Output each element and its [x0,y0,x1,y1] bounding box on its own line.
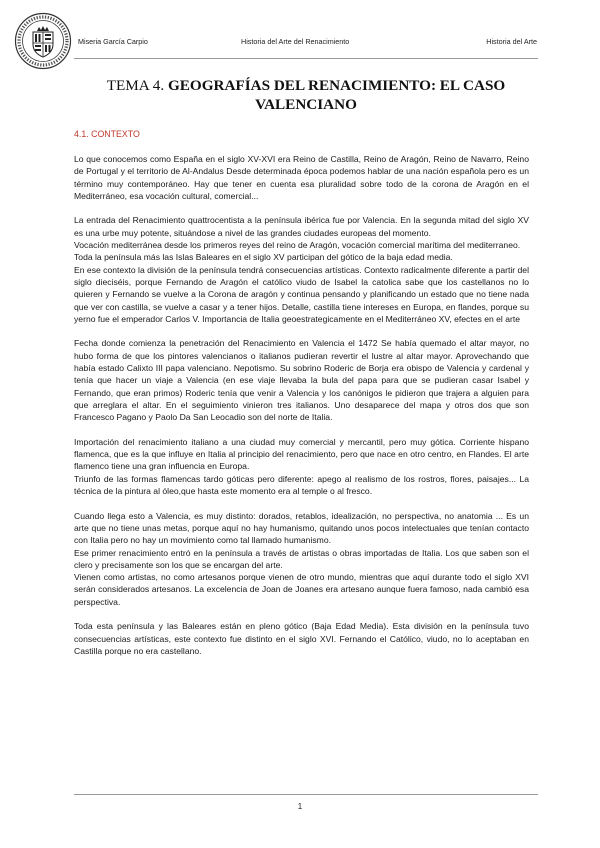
header-subject: Historia del Arte [486,37,537,46]
paragraph: Toda esta península y las Baleares están en pleno gótico (Baja Edad Media). Esta división en la península tuvo consecuencias artísticas, este contexto fue distinto en el siglo XVI. Fernando el Católico, viudo, no lo aceptaban en Castilla porque no era castellano. [74,621,529,656]
paragraph: En ese contexto la división de la península tendrá consecuencias artísticas. Contexto radicalmente diferente a partir del siglo dieciséis, porque Fernando de Aragón el católico viudo de Isabel la catolica sabe que los castellanos no lo quieren y Fernando se vuelve a la Corona de aragón y continua pensando y planificando un estado que no tiene nada que ver con castilla, se vuelve a casar y a tener hijos. Detalle, castilla tiene intereses en Europa, en flandes, porque su yerno fue el emperador Carlos V. Importancia de Italia geoestrategicamente en el Mediterráneo XV, efectes en el arte [74,264,529,324]
paragraph: Triunfo de las formas flamencas tardo góticas pero diferente: apego al realismo de los rostros, flores, paisajes... La técnica de la pintura al óleo,que hasta este momento era al temple o al fresco. [74,473,529,497]
paragraph: La entrada del Renacimiento quattrocentista a la península ibérica fue por Valencia. En la segunda mitad del siglo XV es una urbe muy potente, situándose a nivel de las grandes ciudades europeas del momento. [74,215,529,238]
title-main: GEOGRAFÍAS DEL RENACIMIENTO: EL CASO VALENCIANO [167,77,506,113]
paragraph: Ese primer renacimiento entró en la península a través de artistas o obras importadas de Italia. Los que saben son el clero y precisamente son los que se encargan del arte. [74,547,529,570]
header-course: Historia del Arte del Renacimiento [241,37,350,46]
paragraph: Vienen como artistas, no como artesanos porque vienen de otro mundo, mientras que aquí durante todo el siglo XVI serán considerados artesanos. La excelencia de Joan de Joanes era artesano aunque fuera famoso, nada cambió esa perspectiva. [74,572,529,607]
page-title [74,76,538,114]
university-seal-logo [14,12,72,70]
footer-rule [74,794,538,795]
paragraph: Lo que conocemos como España en el siglo XV-XVI era Reino de Castilla, Reino de Aragón, Reino de Navarro, Reino de Portugal y el territorio de Al-Andalus Desde determinada época podemos hablar de una nación española pero es un término muy contemporáneo. Hay que tener en cuenta esa pluralidad sobre todo de la corona de Aragón en el Mediterráneo, esa vocación cultural, comercial... [74,154,529,201]
header-author: Miseria García Carpio [78,37,148,46]
body-text [74,153,529,669]
paragraph: Fecha donde comienza la penetración del Renacimiento en Valencia el 1472 Se había quemado el altar mayor, no hubo forma de que los pintores valencianos o italianos pudieran revertir el lustre al altar mayor. Aprovechando que había estado Calixto III papa valenciano. Nepotismo. Su sobrino Roderic de Borja era obispo de Valencia y cardenal y tenía que hacer un viaje a Valencia (en ese viaje llevaba la bula del papa para que se pudieran casar Isabel y Fernando, que eran primos) Roderic tenía que venir a Valencia y los canónigos le pidieron que trajera a alguien para que arreglara el altar. En el seguimiento vinieron tres italianos. Uno desaparece del mapa y otros dos que son Francesco Pagano y Paolo Da San Leocadio son del norte de Italia. [74,338,529,423]
paragraph: Importación del renacimiento italiano a una ciudad muy comercial y mercantil, pero muy gótica. Corriente hispano flamenca, que es la que influye en Italia al principio del renacimiento, pero que nace en otro centro, en Flandes. El arte flamenco tiene una gran influencia en Europa. [74,436,529,472]
section-heading: 4.1. CONTEXTO [74,129,140,139]
page-number: 1 [297,802,303,811]
paragraph: Vocación mediterránea desde los primeros reyes del reino de Aragón, vocación comercial marítima del mediterraneo. [74,240,521,251]
header-rule [74,58,538,59]
title-number: TEMA 4. [106,77,165,94]
paragraph: Cuando llega esto a Valencia, es muy distinto: dorados, retablos, idealización, no perspectiva, no anatomia ... Es un arte que no tiene unas metas, porque aquí no hay humanismo, quitando unos pocos intelectuales que tenían contacto con Italia pero no hay un movimiento como tal llamado humanismo. [74,510,529,546]
paragraph: Toda la península más las Islas Baleares en el siglo XV participan del gótico de la baja edad media. [74,252,453,263]
